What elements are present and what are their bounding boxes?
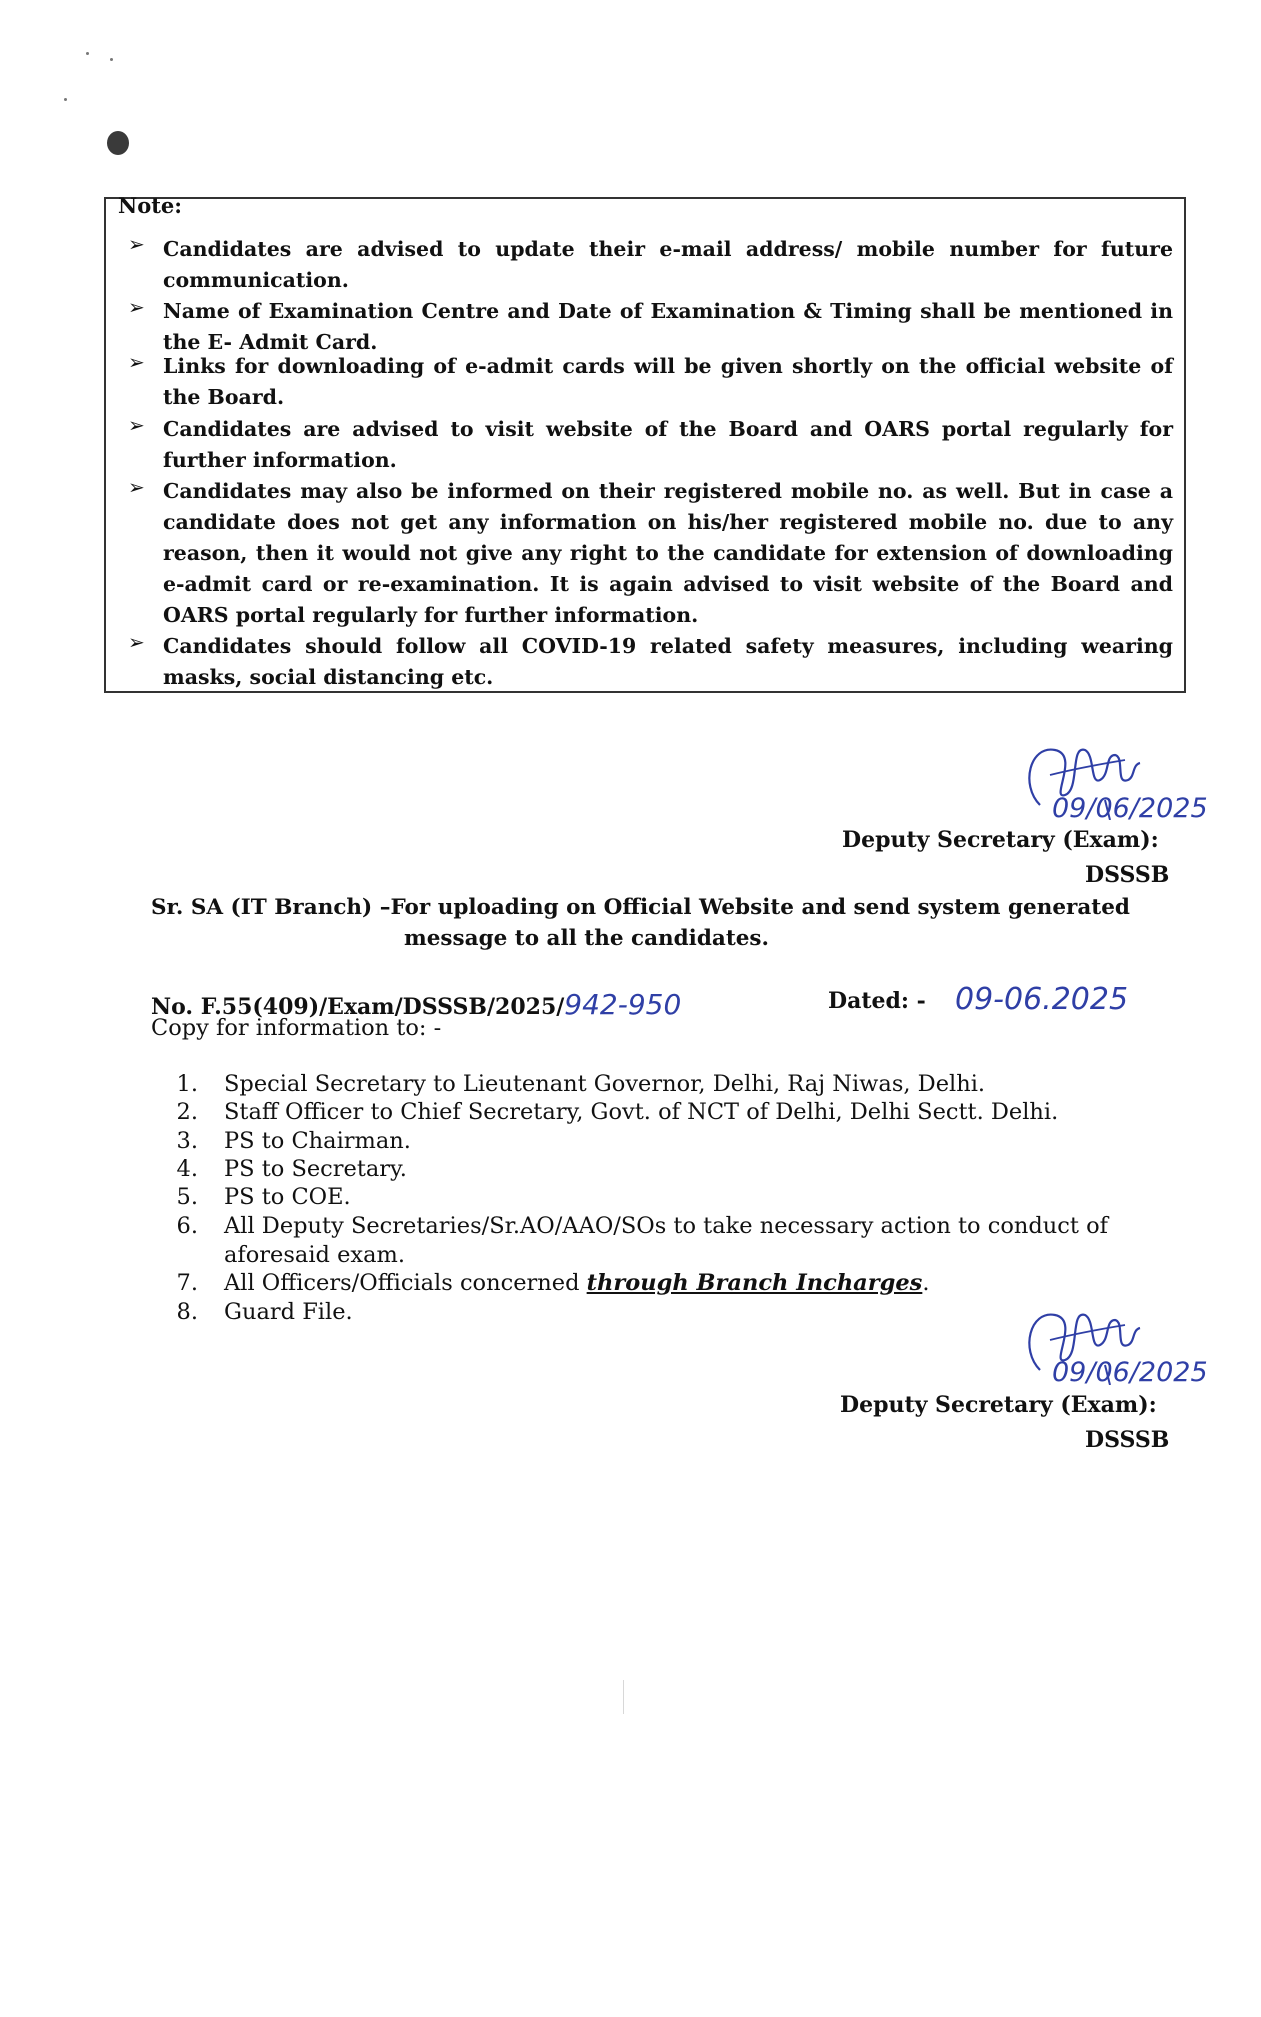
reference-number-hand: 942-950 xyxy=(564,988,682,1021)
copy-item-5: PS to COE. xyxy=(224,1184,351,1210)
note-item-3: Links for downloading of e-admit cards will be given shortly on the official website of the Board. xyxy=(163,354,1173,409)
dated-label: Dated: - xyxy=(828,988,926,1014)
copy-number: 2. xyxy=(176,1099,198,1125)
copy-item-4: PS to Secretary. xyxy=(224,1156,407,1182)
copy-item-6: All Deputy Secretaries/Sr.AO/AAO/SOs to take necessary action to conduct of aforesaid exam. xyxy=(224,1213,1108,1268)
note-item-1: Candidates are advised to update their e-mail address/ mobile number for future communication. xyxy=(163,237,1173,292)
copy-number: 3. xyxy=(176,1128,198,1154)
note-item-6: Candidates should follow all COVID-19 related safety measures, including wearing masks, social distancing etc. xyxy=(163,634,1173,689)
instruction-line-1: Sr. SA (IT Branch) –For uploading on Official Website and send system generated xyxy=(151,895,1130,920)
copy-number: 6. xyxy=(176,1213,198,1239)
bullet-arrow-icon: ➢ xyxy=(128,413,145,437)
reference-number-text: No. F.55(409)/Exam/DSSSB/2025/ xyxy=(151,994,565,1020)
copy-number: 5. xyxy=(176,1184,198,1210)
dated-hand: 09-06.2025 xyxy=(955,982,1129,1017)
signature-2-org: DSSSB xyxy=(1085,1427,1170,1453)
copy-number: 1. xyxy=(176,1071,198,1097)
instruction-line-2: message to all the candidates. xyxy=(404,926,770,951)
copy-number: 7. xyxy=(176,1270,198,1296)
note-item-2: Name of Examination Centre and Date of Examination & Timing shall be mentioned in the E- Admit Card. xyxy=(163,299,1173,354)
scan-speck xyxy=(110,58,113,61)
signature-1-designation: Deputy Secretary (Exam): xyxy=(842,827,1159,853)
scan-artifact xyxy=(623,1680,624,1714)
note-title: Note: xyxy=(118,193,183,218)
signature-2-designation: Deputy Secretary (Exam): xyxy=(840,1392,1157,1418)
signature-1-date: 09/06/2025 xyxy=(1052,793,1208,824)
copy-label: Copy for information to: - xyxy=(151,1015,442,1041)
copy-item-7-text: All Officers/Officials concerned xyxy=(224,1270,587,1296)
bullet-arrow-icon: ➢ xyxy=(128,350,145,374)
copy-item-3: PS to Chairman. xyxy=(224,1128,411,1154)
copy-item-8: Guard File. xyxy=(224,1299,353,1325)
copy-number: 8. xyxy=(176,1299,198,1325)
bullet-arrow-icon: ➢ xyxy=(128,630,145,654)
copy-item-2: Staff Officer to Chief Secretary, Govt. of NCT of Delhi, Delhi Sectt. Delhi. xyxy=(224,1099,1059,1125)
signature-1-org: DSSSB xyxy=(1085,862,1170,888)
copy-item-7-end: . xyxy=(922,1270,930,1296)
bullet-arrow-icon: ➢ xyxy=(128,475,145,499)
scan-mark xyxy=(107,131,129,155)
scan-speck xyxy=(86,52,89,55)
bullet-arrow-icon: ➢ xyxy=(128,232,145,256)
copy-number: 4. xyxy=(176,1156,198,1182)
copy-item-1: Special Secretary to Lieutenant Governor, Delhi, Raj Niwas, Delhi. xyxy=(224,1071,986,1097)
scan-speck xyxy=(64,98,67,101)
note-item-5: Candidates may also be informed on their registered mobile no. as well. But in case a candidate does not get any information on his/her registered mobile no. due to any reason, then it would not give any right to the candidate for extension of downloading e-admit card or re-examination. It is again advised to visit website of the Board and OARS portal regularly for further information. xyxy=(163,479,1173,627)
note-item-4: Candidates are advised to visit website of the Board and OARS portal regularly for further information. xyxy=(163,417,1173,472)
copy-item-7-emphasis: through Branch Incharges xyxy=(586,1270,923,1296)
signature-2-date: 09/06/2025 xyxy=(1052,1357,1208,1388)
bullet-arrow-icon: ➢ xyxy=(128,295,145,319)
